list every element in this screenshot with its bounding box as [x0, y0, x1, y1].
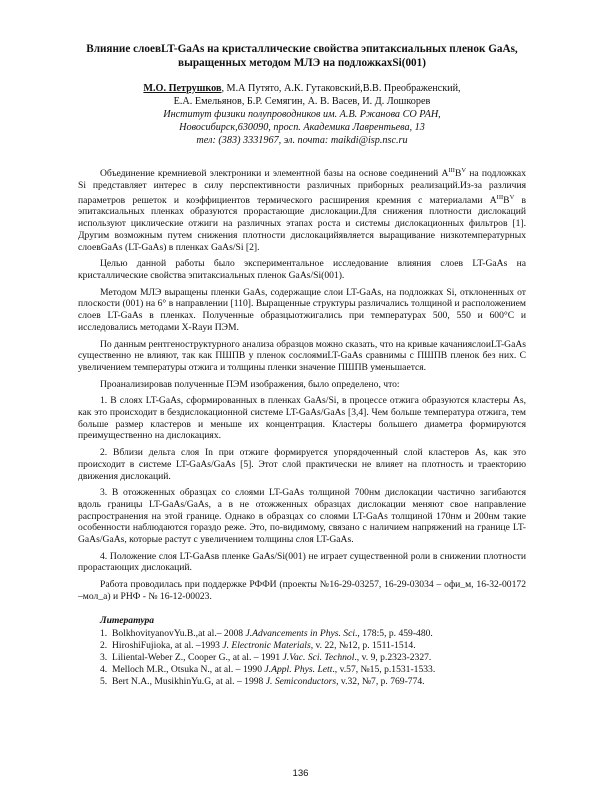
paragraph: Целью данной работы было экспериментальное исследование влияния слоев LT-GaAs на кристаллические свойства эпитаксиальных пленок GaAs/Si(001). — [78, 258, 526, 281]
reference-item: 5. Bert N.A., MusikhinYu.G, at al. – 1998 J. Semiconductors, v.32, №7, p. 769-774. — [100, 675, 425, 687]
acknowledgement: Работа проводилась при поддержке РФФИ (проекты №16-29-03257, 16-29-03034 – офи_м, 16-32-00172 –мол_а) и РНФ - № 16-12-00023. — [78, 579, 526, 602]
reference-item: 3. Liliental-Weber Z., Cooper G., at al. – 1991 J.Vac. Sci. Technol., v. 9, p.2323-2327. — [100, 651, 432, 663]
reference-list — [78, 628, 526, 688]
reference-item: 1. BolkhovityanovYu.B.,at al.– 2008 J.Advancements in Phys. Sci., 178:5, p. 459-480. — [100, 627, 433, 639]
paper-page — [78, 42, 526, 688]
title-line-1: Влияние слоевLT-GaAs на кристаллические свойства эпитаксиальных пленок GaAs, — [86, 43, 518, 55]
paragraph: По данным рентгеноструктурного анализа образцов можно сказать, что на кривые качанияслоиLT-GaAs существенно не влияют, так как ПШПВ у пленок сослоямиLT-GaAs сравнимы с ПШПВ пленок без них. С увеличением температуры отжига и толщины пленки значение ПШПВ уменьшается. — [78, 338, 526, 373]
author-list — [78, 82, 526, 108]
references-heading: Литература — [100, 614, 155, 626]
paper-title — [78, 42, 526, 70]
finding-2: 2. Вблизи дельта слоя In при отжиге формируется упорядоченный слой кластеров As, как это происходит в системе LT-GaAs/GaAs [5]. Этот слой практически не влияет на плотность и траекторию движения дислокаций. — [78, 447, 526, 482]
affiliation-contact: тел: (383) 3331967, эл. почта: maikdi@isp.nsc.ru — [196, 135, 408, 146]
affiliation-line: Новосибирск,630090, просп. Академика Лаврентьева, 13 — [179, 122, 425, 133]
finding-4: 4. Положение слоя LT-GaAsв пленке GaAs/Si(001) не играет существенной роли в снижении плотности прорастающих дислокаций. — [78, 550, 526, 574]
title-line-2: выращенных методом МЛЭ на подложкахSi(001) — [178, 57, 426, 69]
paragraph: Проанализировав полученные ПЭМ изображения, было определено, что: — [100, 378, 400, 390]
affiliation — [78, 108, 526, 147]
finding-3: 3. В отожженных образцах со слоями LT-GaAs толщиной 700нм дислокации частично загибаются вдоль границы LT-GaAs/GaAs, а в не отожженных образцах дислокации меняют свое направление распространения на этой границе. Однако в образцах со слоями LT-GaAs толщиной 170нм и 200нм такие особенности наблюдаются гораздо реже. Это, по-видимому, связано с наличием напряжений на границе LT-GaAs/GaAs, которые растут с увеличением толщины слоя LT-GaAs. — [78, 487, 526, 546]
paragraph: Методом МЛЭ выращены пленки GaAs, содержащие слои LT-GaAs, на подложках Si, отклоненных от плоскости (001) на 6° в направлении [110]. Выращенные структуры различались толщиной и расположением слоев LT-GaAs в пленках. Полученные образцыотжигались при температурах 500, 550 и 600°C и исследовались методами X-Rayи ПЭМ. — [78, 286, 526, 333]
paragraph: Объединение кремниевой электроники и элементной базы на основе соединений $A^{III}B^V$ на подложках Si представляет интерес в силу перспективности различных приборных реализаций.Из-за различия параметров решеток и коэффициентов термического расширения кремния с материалами $A^{III}B^V$ в эпитаксиальных пленках образуются прорастающие дислокации.Для снижения плотности дислокаций используют циклические отжиги на различных этапах роста и системы дислокационных фильтров [1]. Другим возможным путем снижения плотности дислокацийявляется выращивание низкотемпературных слоевGaAs (LT-GaAs) в пленках GaAs/Si [2]. — [78, 167, 526, 253]
abstract-body — [78, 165, 526, 603]
affiliation-line: Институт физики полупроводников им. А.В. Ржанова СО РАН, — [163, 109, 441, 120]
finding-1: 1. В слоях LT-GaAs, сформированных в пленках GaAs/Si, в процессе отжига образуются кластеры As, как это происходит в бездислокационной системе LT-GaAs/GaAs [3,4]. Чем больше температура отжига, тем больше размер кластеров и меньше их концентрация. Кластеры большего диаметра формируются преимущественно на дислокациях. — [78, 395, 526, 442]
page-number: 136 — [292, 768, 309, 779]
presenting-author: М.О. Петрушков — [143, 83, 222, 94]
reference-item: 2. HiroshiFujioka, at al. –1993 J. Electronic Materials, v. 22, №12, p. 1511-1514. — [100, 639, 416, 651]
co-authors-line-1: , М.А Путято, А.К. Гутаковский,В.В. Преображенский, — [221, 83, 461, 94]
reference-item: 4. Melloch M.R., Otsuka N., at al. – 1990 J.Appl. Phys. Lett., v.57, №15, p.1531-1533. — [100, 663, 436, 675]
co-authors-line-2: Е.А. Емельянов, Б.Р. Семягин, А. В. Васев, И. Д. Лошкорев — [173, 96, 431, 107]
